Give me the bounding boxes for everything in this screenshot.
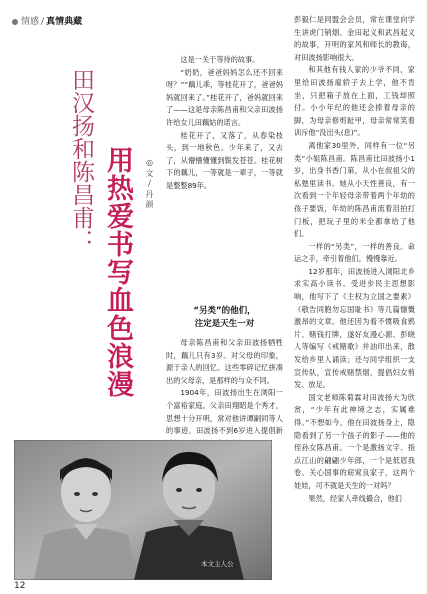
photo-caption: 本文主人公 xyxy=(201,560,234,568)
section-header xyxy=(12,14,82,27)
body-column-right xyxy=(294,14,415,584)
paragraph: 1904年，田波扬出生在浏阳一个富裕家庭。父亲田翔昭是个秀才，思想十分开明，常对他讲谭嗣同等人的事迹。田波扬不到6岁进入提倡新 xyxy=(166,388,283,436)
paragraph: 离他家30里外，同样有一位“另类”小姐陈昌甫。陈昌甫比田波扬小1岁，出身书香门第，从小在叔祖父的私塾里读书。她从小天性善良，有一次看到一个年轻母亲带着两个年幼的孩子要饭，年幼的陈昌甫流着泪拍打门板，把玩子里的米全都拿给了他们。 xyxy=(294,140,415,239)
section-label: 情感 xyxy=(21,17,40,27)
section-separator: / xyxy=(41,17,45,27)
paragraph: 果然，经家人牵线撮合，他们 xyxy=(308,493,402,503)
paragraph: 母亲陈昌甫和父亲田波扬牺牲时，藕儿只有3岁。对父母的印象，源于亲人的回忆。这些零碎记忆拼凑出的父母亲，是那样的与众不同。 xyxy=(166,338,283,385)
paragraph: 这是一关于等待的故事。 xyxy=(180,55,260,64)
paragraph: 彭毅仁是同盟会会员，常在课堂向学生讲虎门销烟、金田起义和武昌起义的故事，开明的家风和师长的教诲，对田波扬影响很大。 xyxy=(294,15,415,62)
subheading-line-1: “另类”的他们， xyxy=(193,306,256,316)
subheading-line-2: 注定是天生一对 xyxy=(194,319,255,329)
article-names-title: 田汉扬和陈昌甫： xyxy=(68,68,94,252)
author-byline: ◎文/丹颜 xyxy=(145,158,154,210)
paragraph: 一样的“另类”，一样的善良。命运之手，牵引着他们，慢慢靠近。 xyxy=(294,241,415,264)
paragraph: 国文老师陈菊霖对田波扬大为欣赏，“少年有此神境之志，实属难得。”不想如今，他在田波扬身上，隐隐看到了另一个孩子的影子——他的侄孙女陈昌甫。一个是激扬文字、指点江山的翩翩少年郎，一个是低眉我卷、关心国事的窈窕良家子，这两个娃娃，可不就是天生的一对吗？ xyxy=(294,392,415,490)
article-main-title: 用热爱书写血色浪漫 xyxy=(102,146,133,398)
body-column-middle-top xyxy=(166,54,283,294)
paragraph: “奶奶，爸爸妈妈怎么还不回来呀？”“藕儿乖，等桂花开了，爸爸妈妈就回来了。”桂花开了，爸妈就回来了——这是母亲陈昌甫和父亲田波扬许给女儿田藕姑的诺言。 xyxy=(166,67,283,127)
page-number: 12 xyxy=(14,581,26,591)
paragraph: 桂花开了，又落了，从春染枝头，到一地秋色。少年来了，又去了，从懵懵懂懂到鬓发苍苍。桂花树下的藕儿，一等就是一辈子，一等就是整整89年。 xyxy=(166,130,283,190)
paragraph: 和其他有钱人家的少爷不同，家里给田波扬雇轿子去上学，他不肯坐，只把箱子放在上面，工钱却照付。小小年纪的他还会捧着母亲的脚，为母亲修剪趾甲，母亲常常笑着训斥他“没出头(息)”。 xyxy=(294,65,415,138)
subsection-label: 真情典藏 xyxy=(46,17,83,27)
bullet-icon xyxy=(12,19,18,25)
subheading xyxy=(166,305,283,331)
paragraph: 12岁那年，田波扬进入浏阳北乡求实高小读书。受进步民主思想影响，他写下了《主权为立国之要素》《敬告同胞勿忘国耻书》等几篇慷慨激昂的文章。他还因为看不惯吸食鸦片、赌钱打牌，遂好友漫心源、彭晓人等编写《戒赌歌》并油印出来，散发给乡里人诵读；还与同学组织一支宣传队，宣传戒赌禁烟，提倡妇女剪发、放足。 xyxy=(294,266,415,390)
